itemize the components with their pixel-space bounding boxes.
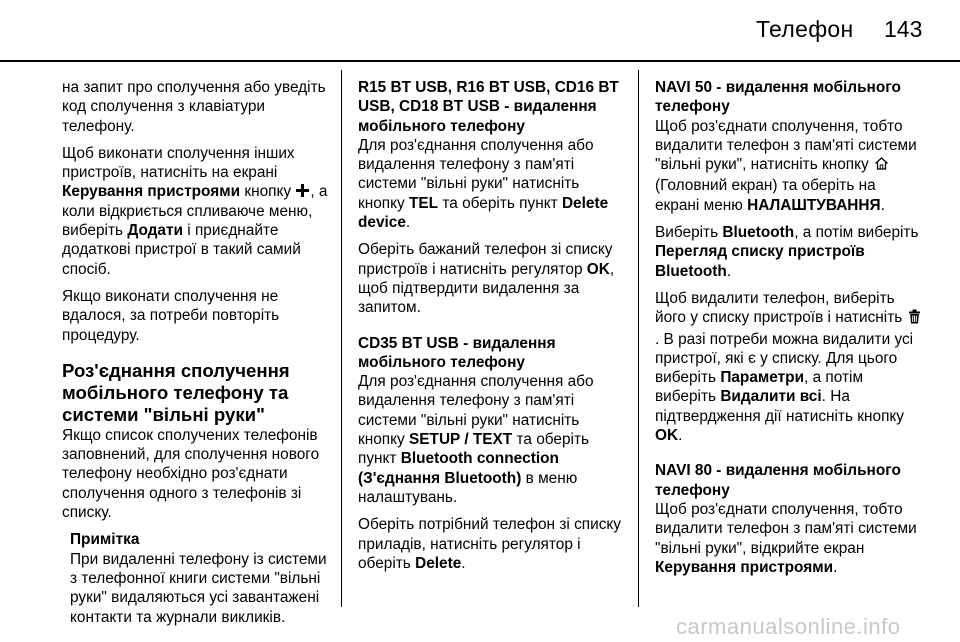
text: . xyxy=(405,214,411,232)
paragraph xyxy=(655,223,923,281)
text: . xyxy=(461,554,466,572)
home-icon xyxy=(874,156,889,176)
subsection-heading: R15 BT USB, R16 BT USB, CD16 BT USB, CD18 BT USB - видалення мобільного телефону xyxy=(358,79,619,135)
text: (Головний екран) та оберіть на екрані меню xyxy=(655,177,876,214)
button-name: TEL xyxy=(409,194,439,212)
text: та оберіть пункт xyxy=(358,431,590,468)
button-name: OK xyxy=(655,427,679,445)
header-divider xyxy=(0,60,960,62)
plus-icon xyxy=(296,184,309,197)
text: , а коли відкриється спливаюче меню, виберіть xyxy=(62,183,328,240)
subsection-heading: NAVI 80 - видалення мобільного телефону xyxy=(655,462,901,499)
text: кнопку xyxy=(240,183,296,201)
text: Щоб виконати сполучення інших пристроїв, натисніть на екрані xyxy=(62,144,295,182)
column-2 xyxy=(358,78,624,573)
text: . xyxy=(678,427,683,445)
subsection-heading: NAVI 50 - видалення мобільного телефону xyxy=(655,79,901,116)
text: Щоб роз'єднати сполучення, тобто видалити телефон з пам'яті системи "вільні руки", натисніть кнопку xyxy=(655,117,917,174)
text: Оберіть потрібний телефон зі списку приладів, натисніть регулятор і оберіть xyxy=(358,516,622,572)
menu-name: Bluetooth connection (З'єднання Bluetooth) xyxy=(358,450,559,487)
menu-name: Керування пристроями xyxy=(62,183,241,201)
text: . xyxy=(726,262,732,280)
column-3 xyxy=(655,78,923,577)
column-1 xyxy=(62,78,328,627)
button-name: OK xyxy=(586,260,610,278)
text: Виберіть xyxy=(655,224,723,242)
column-divider xyxy=(638,70,639,607)
text: Щоб роз'єднати сполучення, тобто видалити телефон з пам'яті системи "вільні руки", відкрийте екран xyxy=(655,500,917,557)
text: . В разі потреби можна видалити усі пристрої, які є у списку. Для цього виберіть xyxy=(655,330,914,387)
paragraph xyxy=(655,500,923,577)
note-text: При видаленні телефону із системи з телефонної книги системи "вільні руки" видаляються усі завантажені контакти та журнали викликів. xyxy=(70,550,327,626)
text: , а потім виберіть xyxy=(655,369,864,406)
paragraph xyxy=(358,136,624,232)
paragraph xyxy=(358,240,624,317)
watermark: carmanualsonline.info xyxy=(676,614,901,639)
paragraph: Якщо список сполучених телефонів заповнений, для сполучення нового телефону необхідно роз'єднати сполучення одного з телефонів зі списку. xyxy=(62,426,320,522)
menu-name: Керування пристроями xyxy=(655,558,834,576)
paragraph xyxy=(62,144,328,279)
section-heading: Роз'єднання сполучення мобільного телефону та системи "вільні руки" xyxy=(62,359,290,425)
menu-name: Delete device xyxy=(358,194,609,232)
paragraph xyxy=(655,289,923,445)
note-title: Примітка xyxy=(70,531,140,549)
text: , щоб підтвердити видалення за запитом. xyxy=(358,260,615,317)
button-name: SETUP / TEXT xyxy=(409,431,513,449)
paragraph xyxy=(358,372,624,507)
text: та оберіть пункт xyxy=(438,194,562,212)
text: і приєднайте додаткові пристрої в такий самий спосіб. xyxy=(62,222,301,278)
menu-name: Bluetooth xyxy=(722,224,795,242)
text: . xyxy=(833,558,838,576)
menu-name: Видалити всі xyxy=(720,388,822,406)
subsection-heading: CD35 BT USB - видалення мобільного телефону xyxy=(358,334,556,371)
text: . На підтвердження дії натисніть кнопку xyxy=(655,388,905,425)
menu-name: НАЛАШТУВАННЯ xyxy=(747,196,881,214)
note-box xyxy=(70,530,328,626)
menu-name: Перегляд списку пристроїв Bluetooth xyxy=(655,243,865,280)
text: в меню налаштувань. xyxy=(358,469,578,506)
paragraph: на запит про сполучення або уведіть код сполучення з клавіатури телефону. xyxy=(62,79,326,135)
menu-name: Параметри xyxy=(720,369,805,387)
text: Для роз'єднання сполучення або видалення телефону з пам'яті системи "вільні руки" натисніть кнопку xyxy=(358,373,594,449)
text: , а потім виберіть xyxy=(794,224,919,242)
paragraph xyxy=(655,117,923,215)
menu-name: Додати xyxy=(127,222,183,240)
paragraph: Якщо виконати сполучення не вдалося, за потреби повторіть процедуру. xyxy=(62,287,280,344)
text: Оберіть бажаний телефон зі списку пристроїв і натисніть регулятор xyxy=(358,241,613,278)
menu-name: Delete xyxy=(415,554,462,572)
text: Для роз'єднання сполучення або видалення телефону з пам'яті системи "вільні руки" натисніть кнопку xyxy=(358,136,594,212)
column-divider xyxy=(341,70,342,607)
page-title: Телефон xyxy=(756,16,854,42)
page-number: 143 xyxy=(884,16,923,42)
paragraph xyxy=(358,515,624,573)
text: . xyxy=(880,196,885,214)
trash-icon xyxy=(908,309,921,329)
text: Щоб видалити телефон, виберіть його у списку пристроїв і натисніть xyxy=(655,289,907,327)
